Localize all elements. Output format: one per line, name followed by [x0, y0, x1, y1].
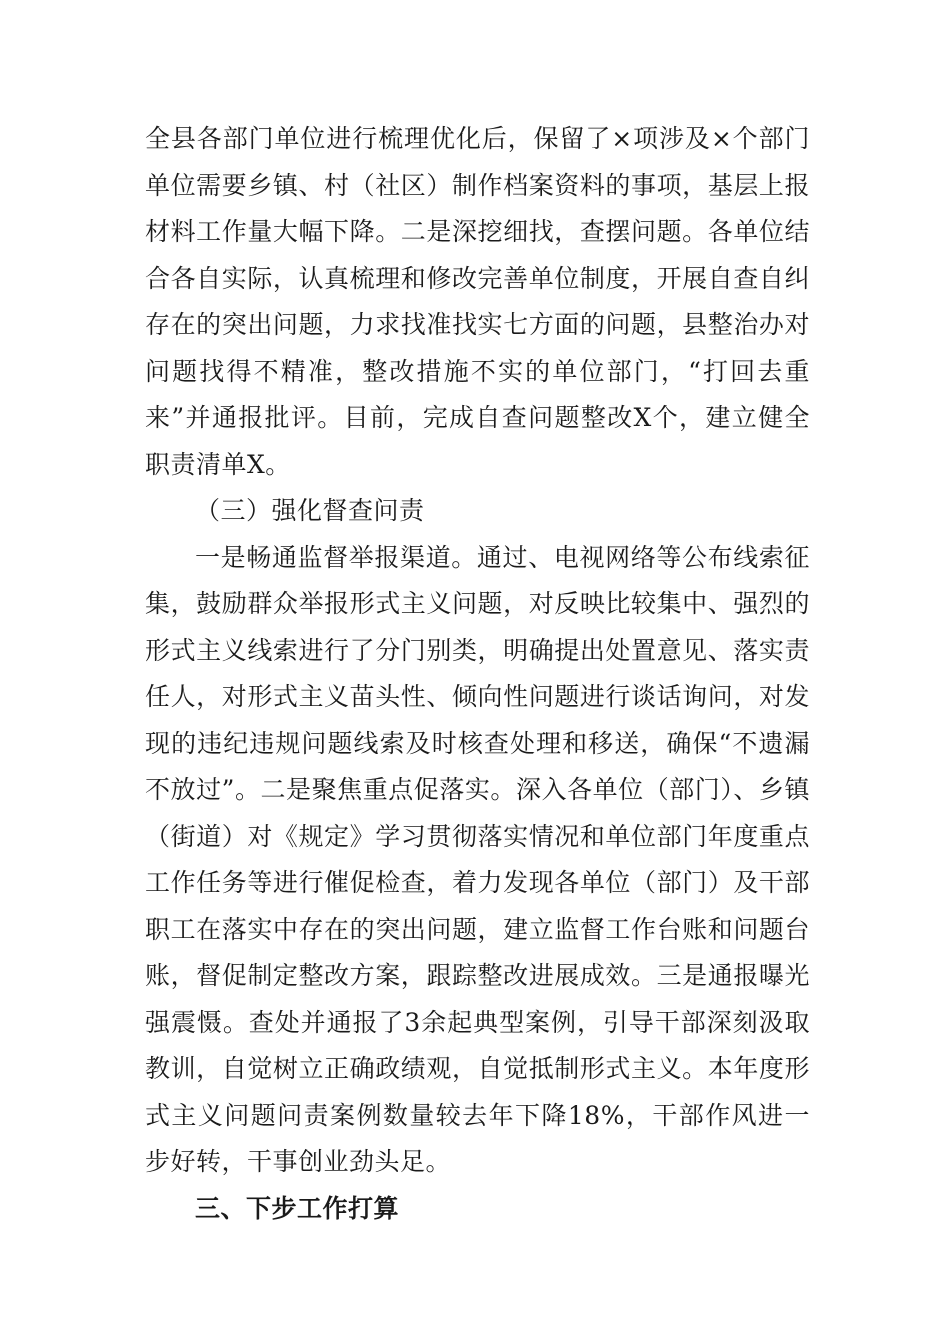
- document-body: [145, 116, 810, 1232]
- section-heading-next-steps: 三、下步工作打算: [195, 1193, 400, 1223]
- paragraph-supervision: 一是畅通监督举报渠道。通过、电视网络等公布线索征集，鼓励群众举报形式主义问题，对反映比较集中、强烈的形式主义线索进行了分门别类，明确提出处置意见、落实责任人，对形式主义苗头性、倾向性问题进行谈话询问，对发现的违纪违规问题线索及时核查处理和移送，确保“不遗漏不放过”。二是聚焦重点促落实。深入各单位（部门）、乡镇（街道）对《规定》学习贯彻落实情况和单位部门年度重点工作任务等进行催促检查，着力发现各单位（部门）及干部职工在落实中存在的突出问题，建立监督工作台账和问题台账，督促制定整改方案，跟踪整改进展成效。三是通报曝光强震慑。查处并通报了3余起典型案例，引导干部深刻汲取教训，自觉树立正确政绩观，自觉抵制形式主义。本年度形式主义问题问责案例数量较去年下降18%，干部作风进一步好转，干事创业劲头足。: [145, 542, 810, 1176]
- paragraph-continuation: 全县各部门单位进行梳理优化后，保留了×项涉及×个部门单位需要乡镇、村（社区）制作档案资料的事项，基层上报材料工作量大幅下降。二是深挖细找，查摆问题。各单位结合各自实际，认真梳理和修改完善单位制度，开展自查自纠存在的突出问题，力求找准找实七方面的问题，县整治办对问题找得不精准，整改措施不实的单位部门，“打回去重来”并通报批评。目前，完成自查问题整改X个，建立健全职责清单X。: [145, 124, 810, 479]
- subheading-supervision-accountability: （三）强化督查问责: [195, 496, 425, 525]
